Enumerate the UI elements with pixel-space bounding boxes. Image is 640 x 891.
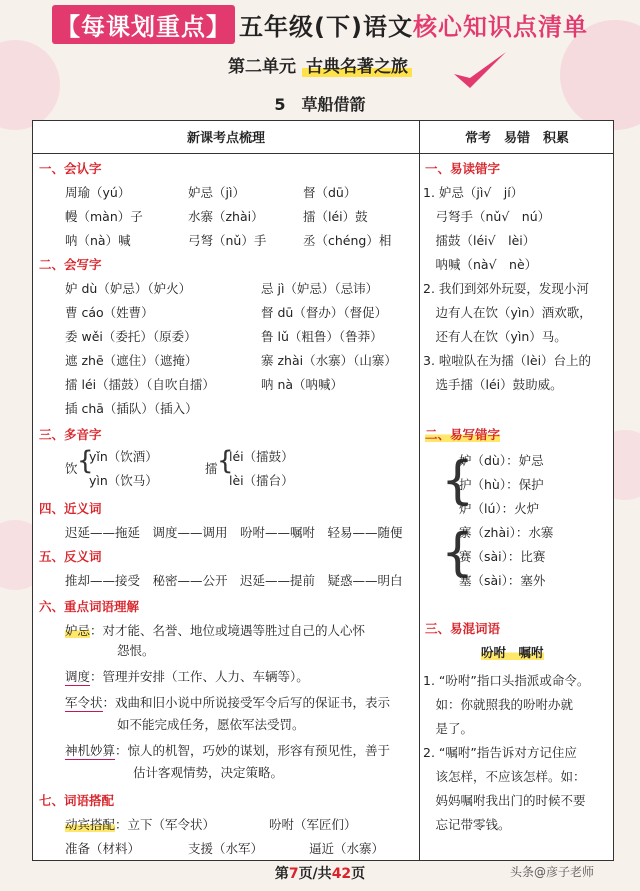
error-line: 呐喊（nà√ nè） <box>423 257 538 272</box>
error-line: 弓弩手（nǔ√ nú） <box>423 209 551 224</box>
collocation-row <box>65 817 215 833</box>
pinyin-item: 水寨（zhài） <box>188 209 264 224</box>
collocation-item: 逼近（水寨） <box>309 841 385 856</box>
write-char-item: 鲁 lǔ（粗鲁）（鲁莽） <box>261 329 383 344</box>
page-counter: 第7页/共42页 <box>274 866 366 882</box>
collocation-item: 吩咐（军匠们） <box>269 817 357 832</box>
section-title: 二、易写错字 <box>425 427 501 442</box>
write-char-item: 遮 zhē（遮住）（遮掩） <box>65 353 198 368</box>
brace-mark: { <box>441 523 475 583</box>
term-word: 神机妙算 <box>65 743 116 758</box>
pinyin-item: 丞（chéng）相 <box>303 233 392 248</box>
collocation-item: 准备（材料） <box>65 841 141 856</box>
title-highlight: 核心知识点清单 <box>412 12 588 41</box>
brace-mark: { <box>441 451 475 511</box>
error-line: 2. 我们到郊外玩耍，发现小河 <box>423 281 589 296</box>
knowledge-board <box>32 120 614 861</box>
usage-line: 妈妈嘱咐我出门的时候不要 <box>423 793 586 808</box>
polyphone-reading: léi（擂鼓） <box>229 449 294 464</box>
error-line: 3. 啦啦队在为擂（lèi）台上的 <box>423 353 592 368</box>
char-compare: 寨（zhài）：水寨 <box>459 525 554 540</box>
char-compare: 塞（sài）：塞外 <box>459 573 546 588</box>
collocation-label: 动宾搭配 <box>65 817 116 832</box>
term-definition <box>65 669 309 685</box>
collocation-item: ：立下（军令状） <box>115 817 216 832</box>
error-line: 1. 妒忌（jì√ jí） <box>423 185 524 200</box>
pinyin-item: 妒忌（jì） <box>188 185 245 200</box>
write-char-item: 寨 zhài（水寨）（山寨） <box>261 353 397 368</box>
title-grade: 五年级(下)语文 <box>239 12 413 41</box>
section-title: 二、会写字 <box>39 257 102 272</box>
write-char-item: 呐 nà（呐喊） <box>261 377 344 392</box>
error-line: 边有人在饮（yìn）酒欢歌， <box>423 305 592 320</box>
term-text: ：惊人的机智，巧妙的谋划，形容有预见性，善于 <box>115 743 391 758</box>
section-title: 七、词语搭配 <box>39 793 115 808</box>
error-line: 还有人在饮（yìn）马。 <box>423 329 567 344</box>
pinyin-item: 弓弩（nǔ）手 <box>188 233 267 248</box>
usage-line: 该怎样，不应该怎样。如： <box>423 769 586 784</box>
brace-mark: { <box>77 446 94 476</box>
term-text-cont: 怨恨。 <box>117 643 155 658</box>
brace-mark: { <box>217 446 234 476</box>
char-compare: 炉（lú）：火炉 <box>459 501 540 516</box>
antonym-list: 推却——接受 秘密——公开 迟延——提前 疑惑——明白 <box>65 573 403 588</box>
term-word: 妒忌 <box>65 623 91 638</box>
watermark: 头条@彦子老师 <box>510 865 595 879</box>
write-char-item: 曹 cáo（姓曹） <box>65 305 154 320</box>
write-char-item: 委 wěi（委托）（原委） <box>65 329 197 344</box>
lesson-title: 5 草船借箭 <box>274 95 366 114</box>
polyphone-char: 饮 <box>65 461 78 476</box>
section-title: 五、反义词 <box>39 549 102 564</box>
term-word: 军令状 <box>65 695 103 710</box>
section-title: 六、重点词语理解 <box>39 599 140 614</box>
pinyin-item: 幔（màn）子 <box>65 209 143 224</box>
char-compare: 赛（sài）：比赛 <box>459 549 546 564</box>
column-divider <box>419 121 420 860</box>
page-total: 42 <box>331 866 352 882</box>
header-divider <box>33 153 613 154</box>
polyphone-reading: yǐn（饮酒） <box>89 449 158 464</box>
section-title: 三、多音字 <box>39 427 102 442</box>
left-column-heading: 新课考点梳理 <box>186 131 265 146</box>
page-number: 7 <box>288 866 299 882</box>
term-text-cont: 估计客观情势，决定策略。 <box>133 765 284 780</box>
polyphone-char: 擂 <box>205 461 218 476</box>
pinyin-item: 呐（nà）喊 <box>65 233 131 248</box>
usage-line: 1. “吩咐”指口头指派或命令。 <box>423 673 590 688</box>
write-char-item: 擂 léi（擂鼓）（自吹自擂） <box>65 377 215 392</box>
term-definition <box>65 623 365 639</box>
error-line: 擂鼓（léi√ lèi） <box>423 233 536 248</box>
section-title: 四、近义词 <box>39 501 102 516</box>
pinyin-item: 擂（léi）鼓 <box>303 209 368 224</box>
collocation-item: 支援（水军） <box>188 841 264 856</box>
term-text: ：管理并安排（工作、人力、车辆等）。 <box>90 669 309 684</box>
pinyin-item: 周瑜（yú） <box>65 185 131 200</box>
char-compare: 妒（dù）：妒忌 <box>459 453 544 468</box>
char-compare: 护（hù）：保护 <box>459 477 544 492</box>
term-text: ：戏曲和旧小说中所说接受军令后写的保证书，表示 <box>102 695 391 710</box>
section-title: 一、易读错字 <box>425 161 501 176</box>
write-char-item: 妒 dù（妒忌）（妒火） <box>65 281 192 296</box>
usage-line: 忘记带零钱。 <box>423 817 511 832</box>
right-column-heading: 常考 易错 积累 <box>464 131 569 146</box>
title-tag: 【每课划重点】 <box>52 5 235 44</box>
synonym-list: 迟延——拖延 调度——调用 吩咐——嘱咐 轻易——随便 <box>65 525 403 540</box>
pinyin-item: 督（dū） <box>303 185 357 200</box>
error-line: 选手擂（léi）鼓助威。 <box>423 377 563 392</box>
confusable-pair: 吩咐 嘱咐 <box>481 645 544 660</box>
write-char-item: 插 chā（插队）（插入） <box>65 401 198 416</box>
term-word: 调度 <box>65 669 91 684</box>
term-definition <box>65 695 390 711</box>
unit-label: 第二单元 <box>228 57 297 77</box>
write-char-item: 忌 jì（妒忌）（忌讳） <box>261 281 379 296</box>
unit-line <box>0 52 640 80</box>
polyphone-reading: lèi（擂台） <box>229 473 294 488</box>
term-text: ：对才能、名誉、地位或境遇等胜过自己的人心怀 <box>90 623 366 638</box>
polyphone-reading: yìn（饮马） <box>89 473 158 488</box>
section-title: 一、会认字 <box>39 161 102 176</box>
usage-line: 2. “嘱咐”指告诉对方记住应 <box>423 745 577 760</box>
unit-theme: 古典名著之旅 <box>302 57 412 77</box>
term-text-cont: 如不能完成任务，愿依军法受罚。 <box>117 717 305 732</box>
write-char-item: 督 dū（督办）（督促） <box>261 305 388 320</box>
section-title: 三、易混词语 <box>425 621 501 636</box>
term-definition <box>65 743 390 759</box>
usage-line: 如：你就照我的吩咐办就 <box>423 697 574 712</box>
usage-line: 是了。 <box>423 721 474 736</box>
page-title <box>0 4 640 44</box>
checkmark-icon <box>450 48 510 94</box>
